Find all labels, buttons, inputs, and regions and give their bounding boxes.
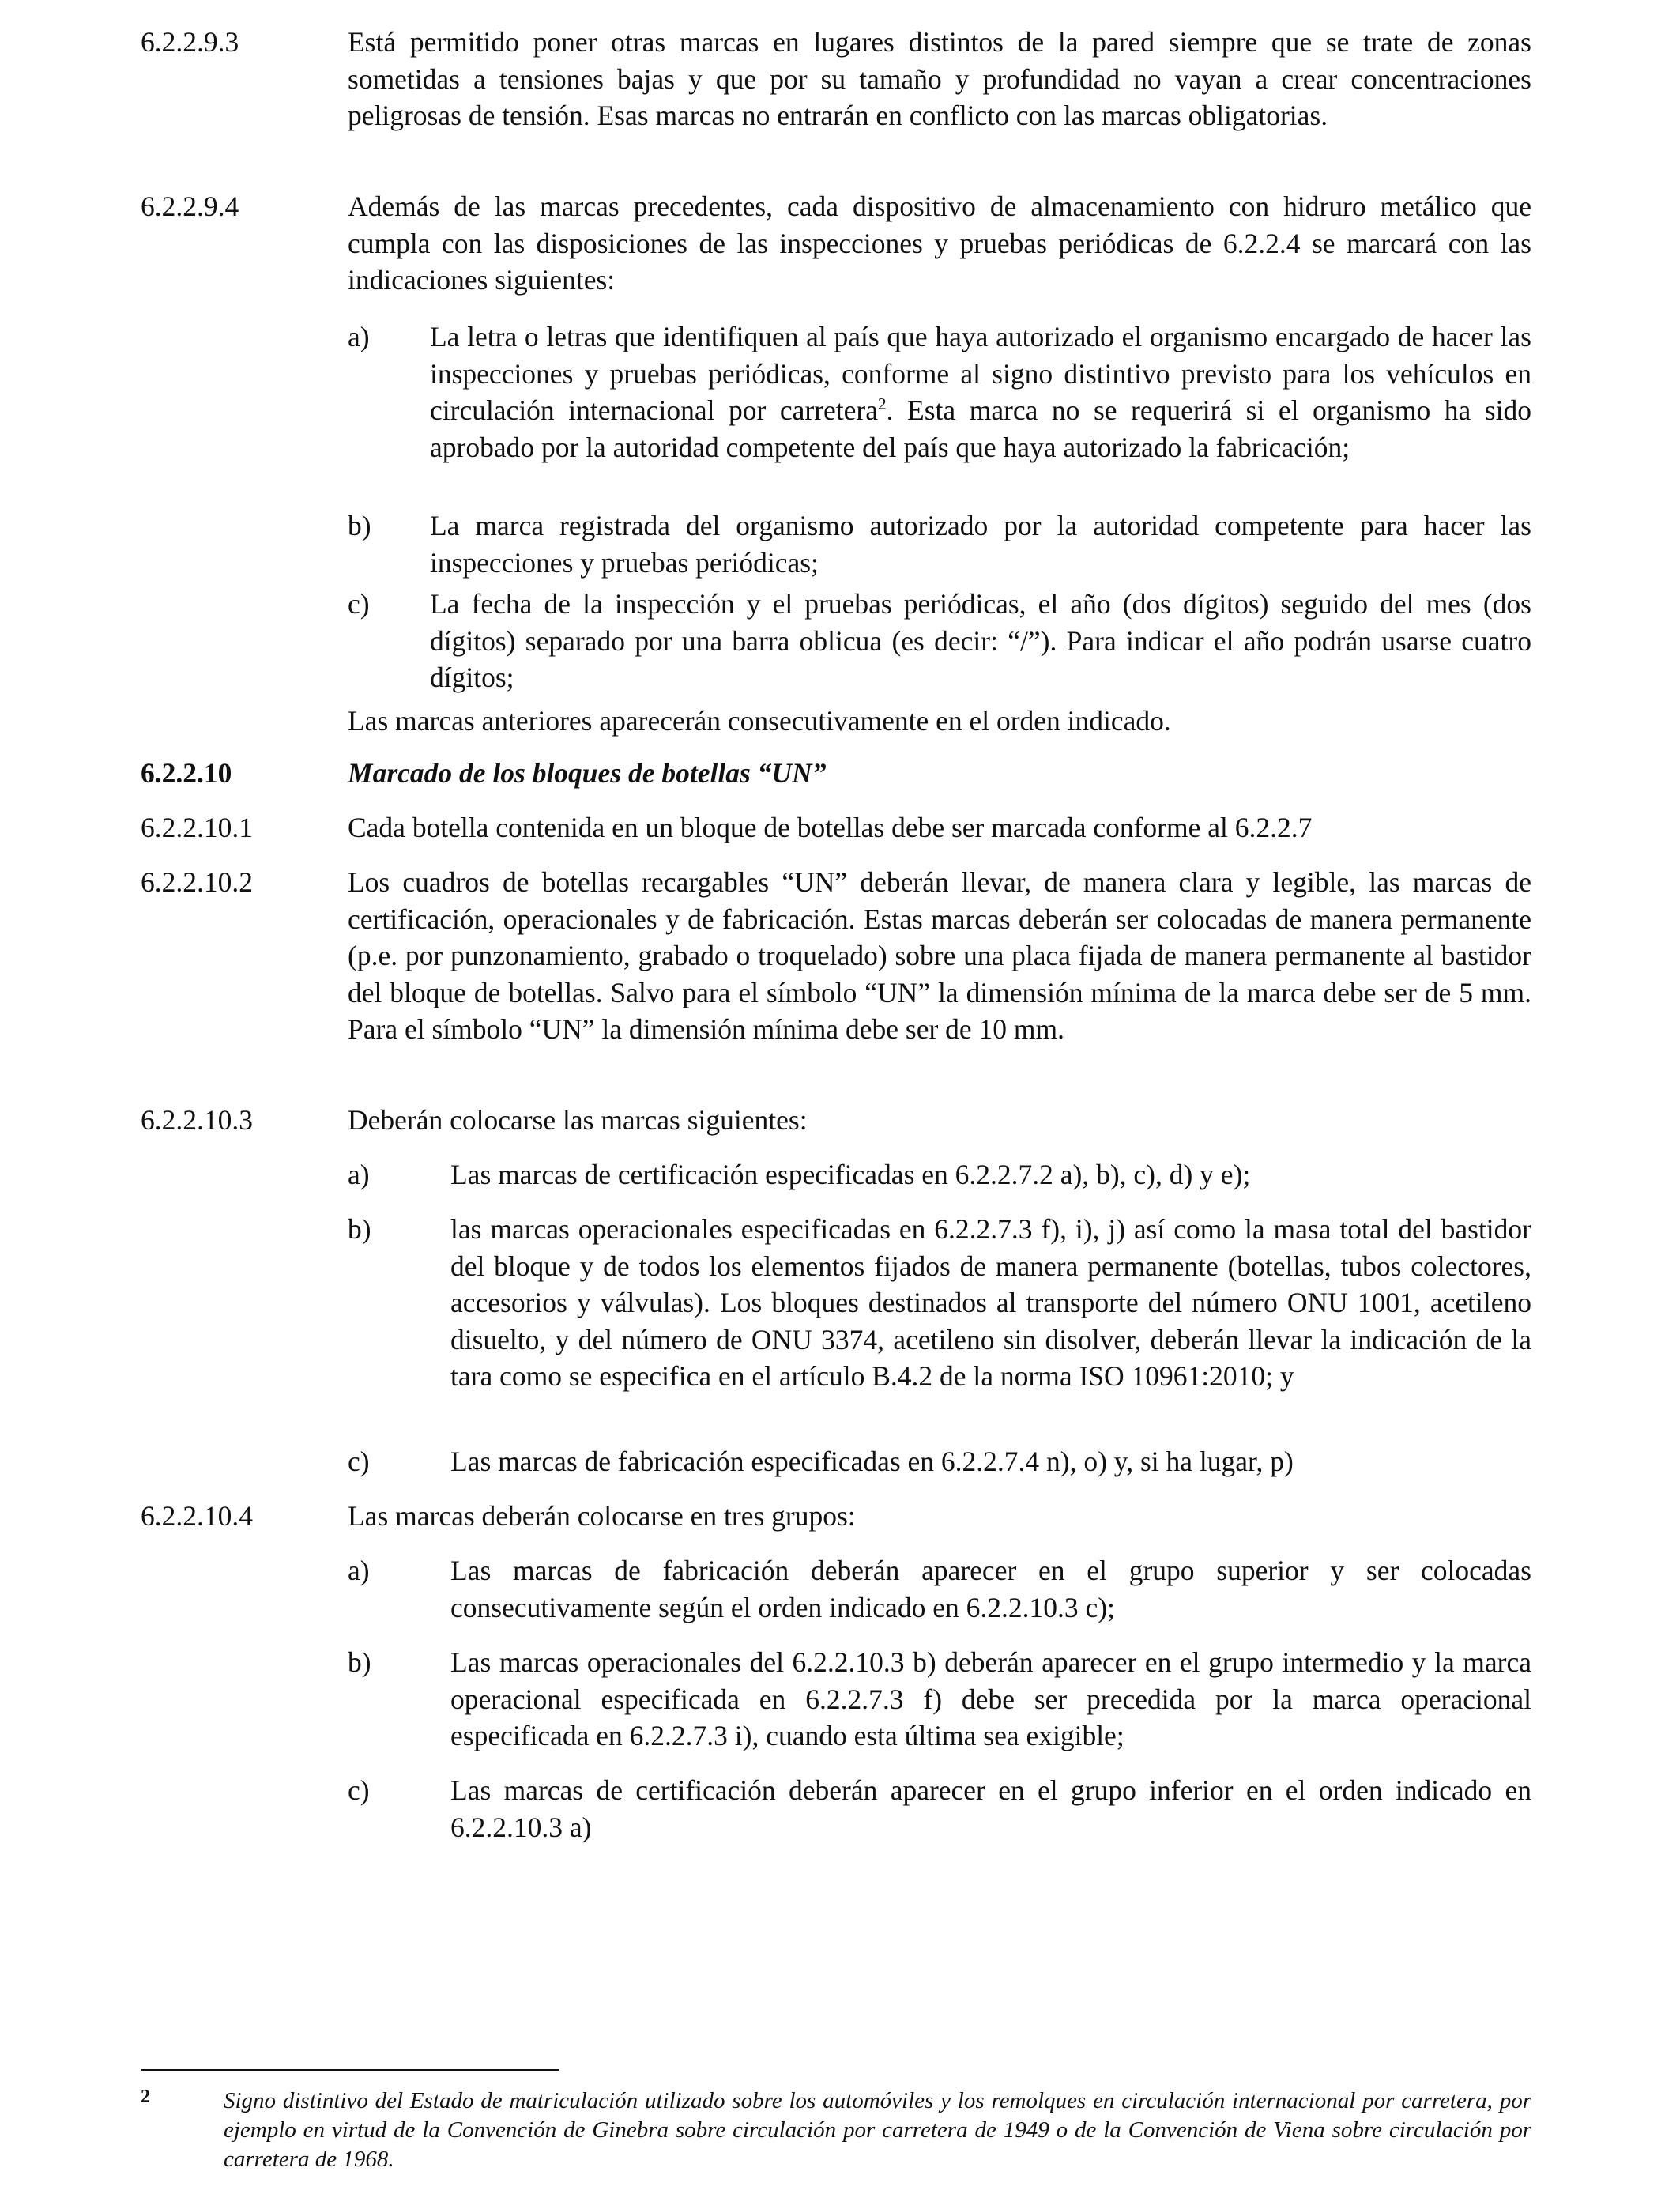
section-6-2-2-10-1: [141, 809, 1531, 846]
list-item-text: Las marcas de certificación deberán aparecer en el grupo inferior en el orden indicado en 6.2.2.10.3 a): [450, 1774, 1531, 1843]
list-item-letter: b): [348, 510, 371, 541]
list-item-letter: c): [348, 588, 370, 620]
list-item-text-part: . Esta marca no se requerirá si el organismo ha sido aprobado por la autoridad competente del país que haya autorizado la fabricación;: [430, 394, 1531, 463]
list-item-text: La fecha de la inspección y el pruebas periódicas, el año (dos dígitos) seguido del mes (dos dígitos) separado por una barra oblicua (es decir: “/”). Para indicar el año podrán usarse cuatro dígitos;: [430, 588, 1531, 693]
section-text: Está permitido poner otras marcas en lugares distintos de la pared siempre que se trate de zonas sometidas a tensiones bajas y que por su tamaño y profundidad no vayan a crear concentraciones peligrosas de tensión. Esas marcas no entrarán en conflicto con las marcas obligatorias.: [348, 26, 1531, 131]
section-number: 6.2.2.10.2: [141, 866, 253, 898]
section-6-2-2-10-4: [141, 1498, 1531, 1535]
list-item-letter: a): [348, 1159, 370, 1190]
section-6-2-2-9-4: [141, 188, 1531, 299]
section-number: 6.2.2.9.3: [141, 26, 239, 58]
section-number: 6.2.2.10.3: [141, 1104, 253, 1136]
list-item-letter: b): [348, 1646, 371, 1678]
list-item-text: [430, 319, 1531, 466]
section-text: Deberán colocarse las marcas siguientes:: [348, 1104, 808, 1136]
list-item: [348, 1156, 1531, 1193]
list-item: [348, 319, 1531, 466]
section-number: 6.2.2.10.4: [141, 1500, 253, 1532]
section-number: 6.2.2.9.4: [141, 190, 239, 222]
section-text: Las marcas deberán colocarse en tres grupos:: [348, 1500, 856, 1532]
list-item-text: Las marcas de certificación especificadas en 6.2.2.7.2 a), b), c), d) y e);: [450, 1159, 1251, 1190]
section-heading: Marcado de los bloques de botellas “UN”: [348, 757, 827, 789]
section-6-2-2-10: [141, 755, 1531, 792]
list-item-letter: b): [348, 1213, 371, 1245]
footnote-separator: [141, 2069, 559, 2071]
list-item-text: Las marcas operacionales del 6.2.2.10.3 b) deberán aparecer en el grupo intermedio y la marca operacional especificada en 6.2.2.7.3 f) debe ser precedida por la marca operacional especificada en 6.2.2.7.3 i), cuando esta última sea exigible;: [450, 1646, 1531, 1751]
list-item: [348, 1211, 1531, 1395]
section-number: 6.2.2.10: [141, 757, 232, 789]
section-number: 6.2.2.10.1: [141, 812, 253, 843]
footnote-reference[interactable]: 2: [878, 394, 887, 414]
section-6-2-2-10-2: [141, 864, 1531, 1048]
section-text: Cada botella contenida en un bloque de botellas debe ser marcada conforme al 6.2.2.7: [348, 812, 1313, 843]
list-item: [348, 507, 1531, 581]
list-item-text: Las marcas de fabricación deberán aparecer en el grupo superior y ser colocadas consecutivamente según el orden indicado en 6.2.2.10.3 c);: [450, 1555, 1531, 1623]
list-item-text: las marcas operacionales especificadas en 6.2.2.7.3 f), i), j) así como la masa total del bastidor del bloque y de todos los elementos fijados de manera permanente (botellas, tubos colectores, accesorios y válvulas). Los bloques destinados al transporte del número ONU 1001, acetileno disuelto, y del número de ONU 3374, acetileno sin disolver, deberán llevar la indicación de la tara como se especifica en el artículo B.4.2 de la norma ISO 10961:2010; y: [450, 1213, 1531, 1392]
list-item-letter: c): [348, 1774, 370, 1806]
list-item-text: La marca registrada del organismo autorizado por la autoridad competente para hacer las inspecciones y pruebas periódicas;: [430, 510, 1531, 579]
footnote-mark: 2: [141, 2087, 150, 2107]
list-item: [348, 1552, 1531, 1626]
closing-text: Las marcas anteriores aparecerán consecutivamente en el orden indicado.: [348, 705, 1171, 737]
list-item-text: Las marcas de fabricación especificadas en 6.2.2.7.4 n), o) y, si ha lugar, p): [450, 1446, 1294, 1477]
list-item: [348, 1644, 1531, 1755]
section-text: Además de las marcas precedentes, cada dispositivo de almacenamiento con hidruro metálico que cumpla con las disposiciones de las inspecciones y pruebas periódicas de 6.2.2.4 se marcará con las indicaciones siguientes:: [348, 190, 1531, 296]
section-6-2-2-9-3: [141, 24, 1531, 134]
list-item-text-part: La letra o letras que identifiquen al país que haya autorizado el organismo encargado de hacer las inspecciones y pruebas periódicas, conforme al signo distintivo previsto para los vehículos en circulación internacional por carretera: [430, 321, 1531, 426]
list-item: [348, 1772, 1531, 1845]
list-item-letter: a): [348, 321, 370, 352]
list-item-letter: c): [348, 1446, 370, 1477]
list-item: [348, 1443, 1531, 1480]
footnote-text: Signo distintivo del Estado de matriculación utilizado sobre los automóviles y los remolques en circulación internacional por carretera, por ejemplo en virtud de la Convención de Ginebra sobre circulación por carretera de 1949 o de la Convención de Viena sobre circulación por carretera de 1968.: [224, 2088, 1531, 2172]
section-text: Los cuadros de botellas recargables “UN” deberán llevar, de manera clara y legible, las marcas de certificación, operacionales y de fabricación. Estas marcas deberán ser colocadas de manera permanente (p.e. por punzonamiento, grabado o troquelado) sobre una placa fijada de manera permanente al bastidor del bloque de botellas. Salvo para el símbolo “UN” la dimensión mínima de la marca debe ser de 5 mm. Para el símbolo “UN” la dimensión mínima debe ser de 10 mm.: [348, 866, 1531, 1045]
list-item: [348, 586, 1531, 696]
list-item-letter: a): [348, 1555, 370, 1586]
section-6-2-2-10-3: [141, 1102, 1531, 1139]
